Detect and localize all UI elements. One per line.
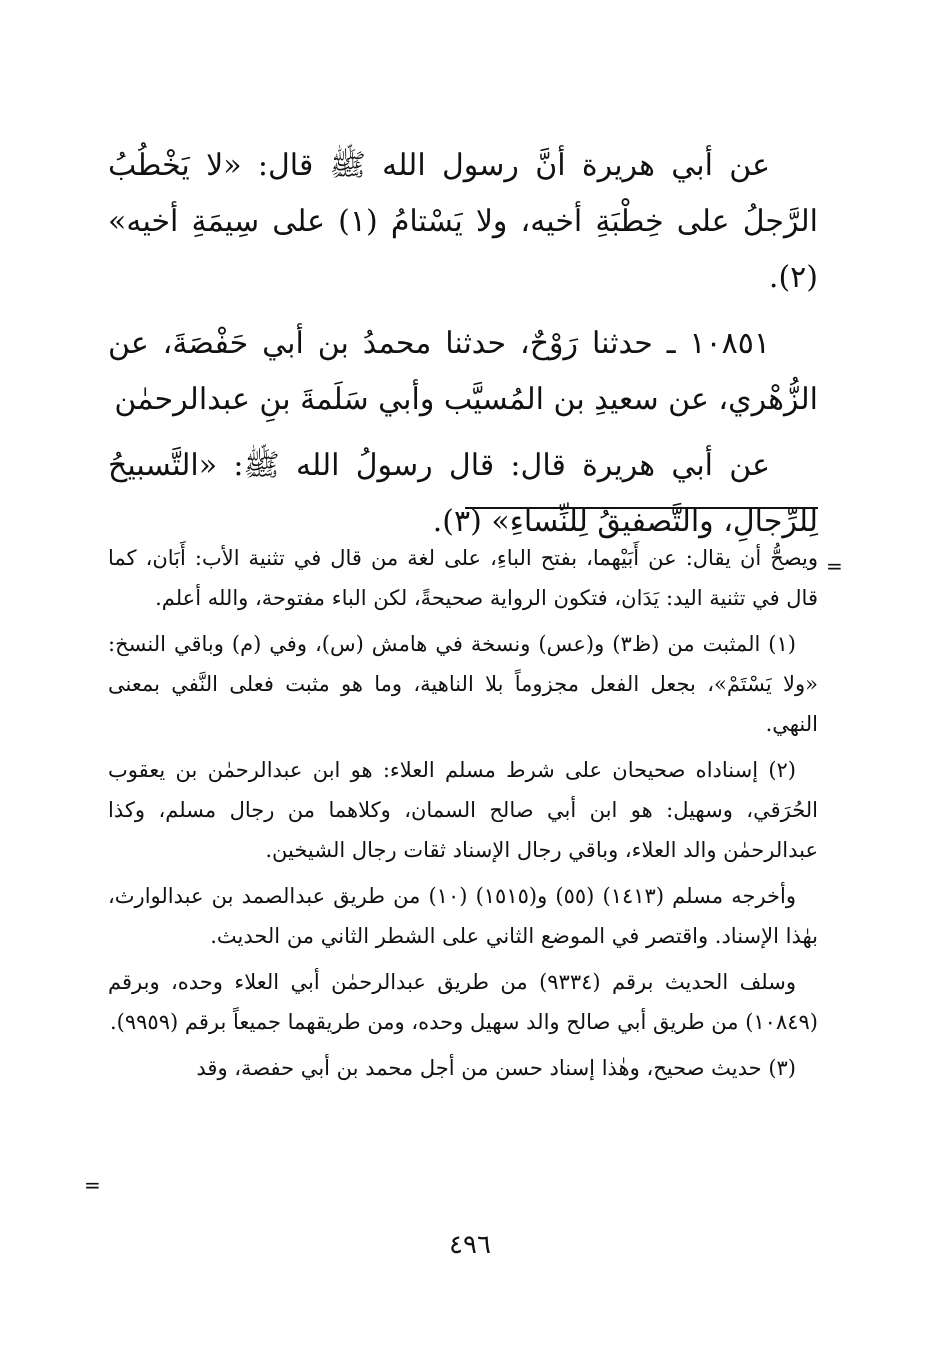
page-number: ٤٩٦ xyxy=(449,1230,491,1260)
footnote-1: (١) المثبت من (ظ٣) و(عس) ونسخة في هامش (س)، وفي (م) وباقي النسخ: «ولا يَسْتَمْ»، بجعل الفعل مجزوماً بلا الناهية، وما هو مثبت فعلى النَّفي بمعنى النهي. xyxy=(108,632,818,736)
continuation-mark: = xyxy=(826,554,843,578)
footnote-2: (٢) إسناداه صحيحان على شرط مسلم العلاء: هو ابن عبدالرحمٰن بن يعقوب الحُرَقي، وسهيل: هو ابن أبي صالح السمان، وكلاهما من رجال مسلم، وكذا عبدالرحمٰن والد العلاء، وباقي رجال الإسناد ثقات رجال الشيخين. xyxy=(108,758,818,862)
hadith-paragraph: عن أبي هريرة أنَّ رسول الله ﷺ قال: «لا يَخْطُبُ الرَّجلُ على خِطْبَةِ أخيه، ولا يَسْتامُ (١) على سِيمَةِ أخيه» (٢). xyxy=(108,148,818,295)
footnote-3: (٣) حديث صحيح، وهٰذا إسناد حسن من أجل محمد بن أبي حفصة، وقد xyxy=(196,1056,796,1080)
footnote-continuation: ويصحُّ أن يقال: عن أَبَيْهما، بفتح الباءِ، على لغة من قال في تثنية الأب: أَبَان، كما قال في تثنية اليد: يَدَان، فتكون الرواية صحيحةً، لكن الباء مفتوحة، والله أعلم. xyxy=(108,546,818,610)
hadith-paragraph: عن أبي هريرة قال: قال رسولُ الله ﷺ: «التَّسبيحُ لِلرِّجالِ، والتَّصفيقُ لِلنِّساءِ» (٣). xyxy=(108,448,818,539)
hadith-paragraph: ١٠٨٥١ ـ حدثنا رَوْحٌ، حدثنا محمدُ بن أبي حَفْصَةَ، عن الزُّهْري، عن سعيدِ بن المُسيَّب وأبي سَلَمةَ بنِ عبدالرحمٰن xyxy=(108,326,818,417)
footnote-2-extraction: وأخرجه مسلم (١٤١٣) (٥٥) و(١٥١٥) (١٠) من طريق عبدالصمد بن عبدالوارث، بهٰذا الإسناد. واقتصر في الموضع الثاني على الشطر الثاني من الحديث. xyxy=(108,884,818,948)
footnotes xyxy=(108,538,818,1094)
continued-mark: = xyxy=(84,1173,101,1197)
footnote-separator xyxy=(465,507,818,509)
main-text xyxy=(108,138,818,560)
footnote-2-reference: وسلف الحديث برقم (٩٣٣٤) من طريق عبدالرحمٰن أبي العلاء وحده، وبرقم (١٠٨٤٩) من طريق أبي صالح والد سهيل وحده، ومن طريقهما جميعاً برقم (٩٩٥٩). xyxy=(108,970,818,1034)
